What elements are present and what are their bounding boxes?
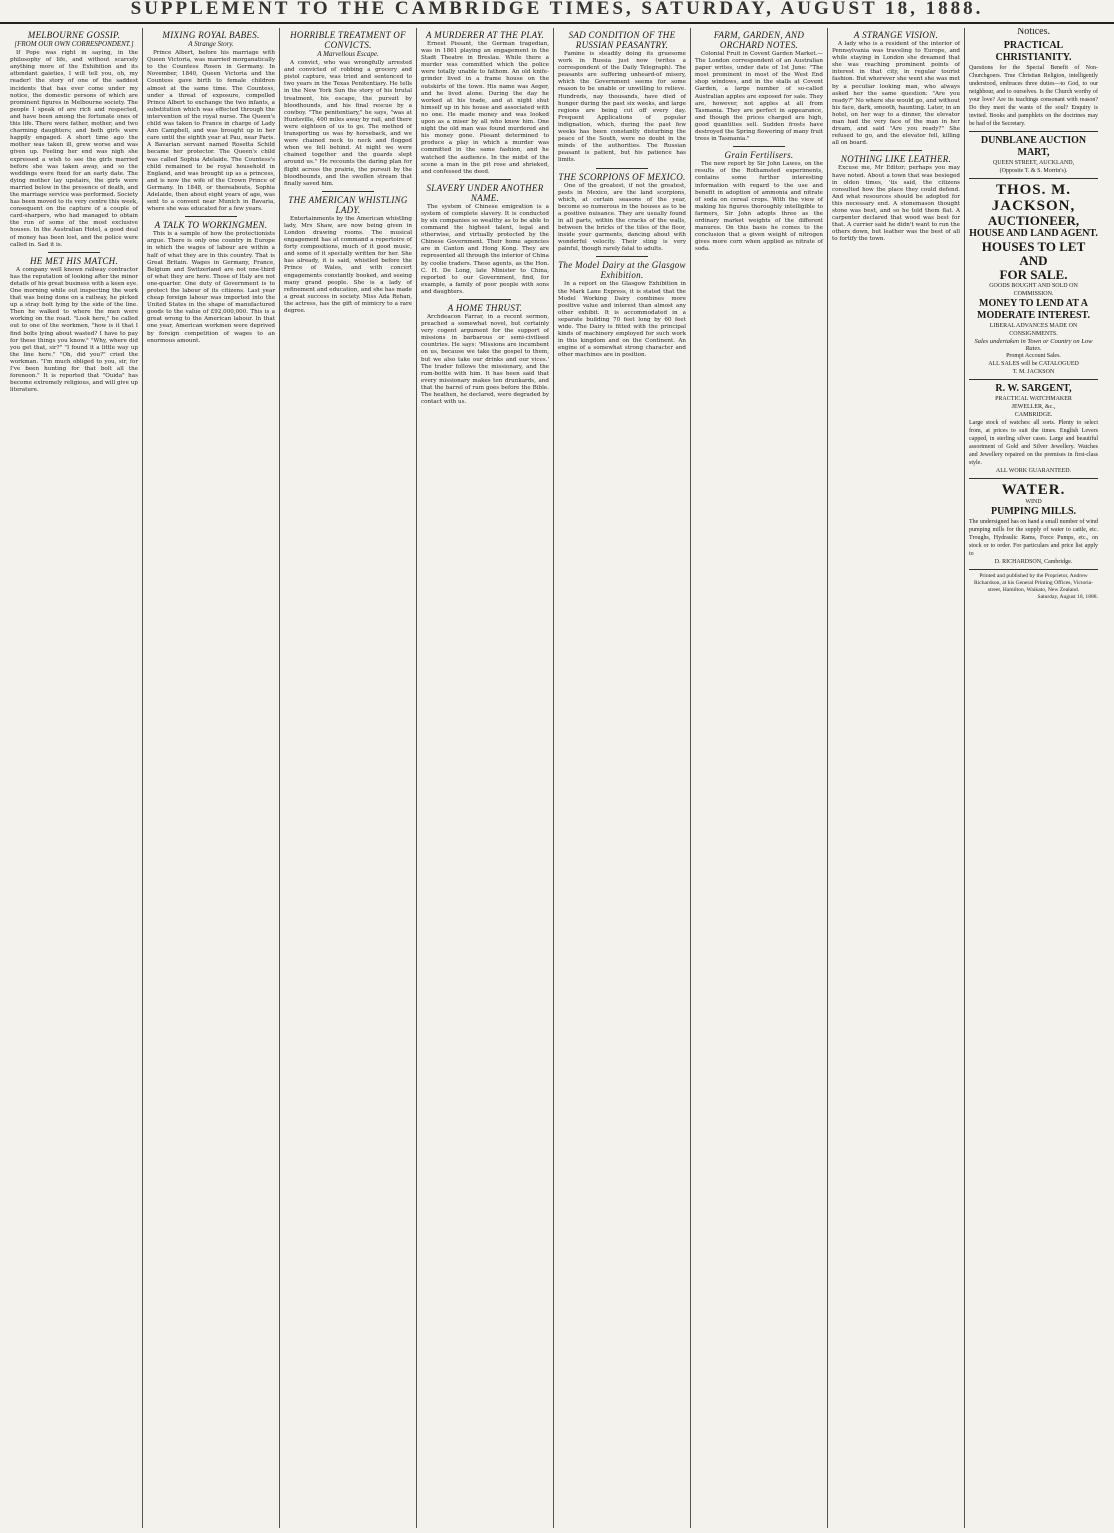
article-body: Entertainments by the American whistling lady, Mrs Shaw, are now being given in London drawing rooms. The musical engagement has at command a repertoire of forty compositions, much of it good music, and some of it specially written for her. She has already, it is said, whistled before the Prince of Wales, and with concert engagements constantly booked, and seeing many grand people. She is a lady of refinement and education, and she has made a great success in society. Miss Ada Rehan, the actress, has the gift of mimicry to a rare degree. [284,215,412,314]
article-heading: Grain Fertilisers. [724,150,794,161]
ad-town: CAMBRIDGE. [1014,412,1053,419]
divider [185,216,236,217]
article-body: In a report on the Glasgow Exhibition in the Mark Lane Express, it is stated that the Model Working Dairy combines more positive value and interest than almost any other exhibit. It is accommodated in a separate building 70 feet long by 60 feet wide. The Dairy is fitted with the principal kinds of machinery employed for such work in this kingdom and on the Continent. An engine of a somewhat strong character and other machines are in position. [558,281,686,359]
ad-jackson [969,179,1098,380]
article-body: Ernest Pissant, the German tragedian, was in 1861 playing an engagement in the Stadt Theatre in Breslau. While there a murder was committed which the police were totally unable to fathom. An old knife-grinder lived in a frame house on the outskirts of the town. His name was Aeger, and he lived alone. During the day he worked at his trade, and at night shut himself up in his house and associated with no one. He made money and was looked upon as a miser by all who knew him. One night the old man was found murdered and his money gone. Pissant determined to produce a play in which a murder was committed in the same fashion, and he watched the audience. In the midst of the scene a man in the pit rose and shrieked, and confessed the deed. [421,41,549,175]
article-body: Famine is steadily doing its gruesome work in Russia just now (writes a correspondent of the Daily Telegraph). The peasants are suffering unheard-of misery, which the Government seems for some reason to be unable or unwilling to relieve. Hundreds, nay thousands, have died of hunger during the past six weeks, and large regions are being cut off every day. Frequent Applications of popular indignation, which, during the past few weeks has been constantly disturbing the peace of the South, were no doubt in the minds of the authorities. The Russian peasant is patient, but his patience has limits. [558,51,686,164]
article-body: The system of Chinese emigration is a system of complete slavery. It is conducted by six companies so wealthy as to be able to command the highest talent, legal and otherwise, and virtually protected by the Chinese Government. Their home agencies are in Canton and Hong Kong. They are represented all through the interior of China by coolie traders. These agents, as the Hon. C. H. De Long, late Minister to China, reported to our Government, find, for example, a family of poor people with sons and daughters. [421,203,549,295]
imprint: Printed and published by the Proprietor, Andrew Richardson, at his General Printing Offices, Victoria-street, Hamilton, Waikato, New Zealand. [973,573,1094,594]
ad-title: DUNBLANE AUCTION MART, [980,135,1087,159]
article-body: A company well known railway contractor has the reputation of looking after the minor details of his great business with a keen eye. One morning while out inspecting the work that was being done on a railway, he picked up a stray bolt lying by the side of the line. Then he walked to where the men were working on the road. "Look here," he called out to one of the workmen, "how is it that I find bolts lying about wasted? I have to pay for these things you know." "Why, where did you get that, sir?" "I found it a little way up the line here." "Oh, did you?" cried the workman. "I'm much obliged to you, sir, for I've been hunting for that bolt all the forenoon." It is reported that "Ouida" has become extremely religious, and will give up literature. [10,266,138,394]
ad-sales: Sales undertaken in Town or Country on Low Rates. [974,338,1093,353]
ad-prompt: Prompt Account Sales. [1006,353,1061,360]
article-heading: THE SCORPIONS OF MEXICO. [558,171,686,182]
article-heading: MIXING ROYAL BABES. [162,30,260,40]
column-2 [143,28,280,1528]
article-body: A convict, who was wrongfully arrested and convicted of robbing a grocery and pistol capture, was tried and sentenced to two years in the Texas Penitentiary. He tells in the New York Sun the story of his brutal treatment, his escape, the pursuit by bloodhounds, and his final rescue by a cowboy. "The penitentiary," he says, "was at Huntsville, 400 miles away by rail, and there were eighteen of us to go. The method of transporting us was by horseback, and we were chained neck to neck and flogged when we fell behind. At night we were chained together and the guards slept around us." He recounts the daring plan for flight across the prairie, the pursuit by the bloodhounds, and the swollen stream that finally saved him. [284,60,412,187]
notice-body: Questions for the Special Benefit of Non-Churchgoers. True Christian Religion, intelligently understood, embraces three duties—to God, to our neighbour, and to ourselves. Is the Church worthy of your love? Are its teachings consonant with reason? Do they meet the wants of the soul? Enquiry is invited. Books and pamphlets on the doctrines may be had of the Secretary. [969,65,1098,128]
ad-body: The undersigned has on hand a small number of wind pumping mills for the supply of water to cattle, etc. Troughs, Hydraulic Rams, Force Pumps, etc., on stock or to order. For particulars and price list apply to [969,519,1098,558]
ad-address-note: (Opposite T. & S. Morrin's). [999,168,1068,175]
ad-pumping-mills [969,479,1098,570]
ad-body: Large stock of watches: all sorts. Plenty to select from, at prices to suit the times. English Levers capped, in sterling silver cases. Large and beautiful assortment of Gold and Silver Jewellery. Watches and Jewellery repaired on the premises in first-class style. [969,420,1098,467]
article-heading: FARM, GARDEN, AND ORCHARD NOTES. [713,30,805,50]
column-3 [280,28,417,1528]
divider [322,191,373,192]
ad-wind: WIND [1025,499,1042,506]
article-body: The new report by Sir John Lawes, on the results of the Rothamsted experiments, contains some further interesting information with regard to the use and benefit in adoption of ammonia and nitrate of soda on cereal crops. With the view of making his figures thoroughly intelligible to farmers, Sir John adopts three as the ordinary market weights of the different manures. On this basis he comes to the conclusion that a given weight of nitrogen gives more corn when applied as nitrate of soda. [695,161,823,253]
ad-subtitle: PRACTICAL WATCHMAKER [995,396,1072,403]
ad-title: THOS. M. JACKSON, [991,182,1076,215]
article-heading: SLAVERY UNDER ANOTHER NAME. [426,182,544,203]
article-body: This is a sample of how the protectionists argue. There is only one country in Europe in which the wages of labour are within a half of what they are in this country. That is Great Britain. Wages in Germany, France, Belgium and Switzerland are not one-third of what they are here. Those of Italy are not one-quarter. One duty of Government is to protect the labour of its citizens. Last year cheap foreign labour was imported into the United States in the shape of manufactured goods to the value of £92,000,000. This is a great wrong to the American labour. In that one year, American workmen were deprived by foreign competition of wages to an enormous amount. [147,231,275,344]
column-7 [828,28,965,1528]
article-subheading: A Marvellous Escape. [317,50,379,58]
notice-practical-christianity [969,37,1098,132]
article-heading: A MURDERER AT THE PLAY. [426,30,544,40]
ad-money: MONEY TO LEND AT A MODERATE INTEREST. [977,298,1090,322]
imprint-date: Saturday, August 18, 1888. [1037,594,1098,601]
column-8 [965,28,1102,1528]
divider [870,150,921,151]
article-body: Archdeacon Farrar, in a recent sermon, preached a somewhat novel, but certainly very cogent argument for the support of missions in barbarous or semi-civilised countries. He says: 'Missions are incumbent on us, because we take the gospel to them, but we also take our drinks and our vices.' The trader follows the missionary, and the rum-bottle with him. It has been said that every missionary makes ten drunkards, and that the barrel of rum goes before the Bible. The heathen, he declared, were degraded by contact with us. [421,314,549,406]
article-heading: MELBOURNE GOSSIP. [27,30,121,40]
ad-subtitle: AUCTIONEER, [987,213,1080,229]
article-heading: THE AMERICAN WHISTLING LADY. [288,194,408,215]
ad-houses-to-let: HOUSES TO LET AND [981,239,1086,269]
ad-goods: GOODS BOUGHT AND SOLD ON COMMISSION. [989,283,1078,298]
masthead: SUPPLEMENT TO THE CAMBRIDGE TIMES, SATURDAY, AUGUST 18, 1888. [0,0,1114,24]
divider [459,179,510,180]
ad-catalogued: ALL SALES will be CATALOGUED [988,361,1079,368]
ad-line: HOUSE AND LAND AGENT. [969,228,1098,240]
article-heading: NOTHING LIKE LEATHER. [840,154,952,165]
ad-signature: T. M. JACKSON [1012,369,1055,376]
article-heading: A HOME THRUST. [447,303,523,313]
ad-sargent [969,380,1098,479]
column-1 [6,28,143,1528]
column-6 [691,28,828,1528]
article-heading: A STRANGE VISION. [853,30,939,40]
column-4 [417,28,554,1528]
article-heading: The Model Dairy at the Glasgow Exhibition. [558,260,686,281]
divider [596,168,647,169]
notices-heading: Notices. [1016,28,1051,37]
ad-for-sale: FOR SALE. [999,267,1068,283]
ad-dunblane-auction-mart [969,132,1098,179]
divider [733,146,784,147]
columns [6,28,1110,1528]
ad-signature: D. RICHARDSON, Cambridge. [994,559,1073,566]
column-5 [554,28,691,1528]
article-body: One of the greatest, if not the greatest, pests in Mexico, are the land scorpions, which, at certain seasons of the year, become so numerous in the houses as to be a positive nuisance. They are usually found in all parts, within the cracks of the walls, between the bricks of the tiles of the floor, inside your garments, dancing about with wonderful velocity. Their sting is very painful, though rarely fatal to adults. [558,182,686,253]
divider [48,252,99,253]
ad-title: R. W. SARGENT, [995,383,1072,395]
ad-pumping: PUMPING MILLS. [991,506,1076,518]
notice-title: PRACTICAL CHRISTIANITY. [995,40,1072,64]
ad-liberal: LIBERAL ADVANCES MADE ON CONSIGNMENTS. [989,323,1078,338]
ad-guarantee: ALL WORK GUARANTEED. [995,468,1072,475]
article-body: Prince Albert, before his marriage with Queen Victoria, was married morganatically to the Countess Rosen in Germany. In November, 1840, Queen Victoria and the Countess gave birth to female children almost at the same time. The Countess, under a threat of exposure, compelled Prince Albert to exchange the two infants, a substitution which was effected through the intervention of the royal nurse. The Queen's child was taken to France in charge of Lady Ann Campbell, and was brought up in her care until the eighth year at Pau, near Paris. A Bavarian servant named Rosetta Schild became her protector. The Queen's child was called Sophia Adelaide. The Countess's child remained to be royal household in England, and was brought up as a princess, and is now the wife of the Crown Prince of Germany. In 1848, or thereabouts, Sophia Adelaide, then about eight years of age, was sent to a convent near Munich in Bavaria, where she was educated for a few years. [147,50,275,213]
ad-subtitle-2: JEWELLER, &c., [1011,404,1056,411]
ad-title: WATER. [1001,482,1066,499]
article-body: Colonial Fruit in Covent Garden Market.—The London correspondent of an Australian paper writes, under date of 1st June: "The most prominent in most of the West End shop windows, and in the stalls at Covent Garden, a large number of so-called Australian apples are exposed for sale. They are, however, not apples at all from Tasmania. They are perfect in appearance, and though the prices charged are high, good quantities sell. Sudden frosts have destroyed the Spring flowering of many fruit trees in Tasmania." [695,51,823,143]
ad-address: QUEEN STREET, AUCKLAND, [992,160,1075,167]
article-heading: A TALK TO WORKINGMEN. [154,220,268,231]
article-heading: SAD CONDITION OF THE RUSSIAN PEASANTRY. [568,30,676,50]
divider [459,299,510,300]
divider [596,256,647,257]
article-subheading: A Strange Story. [188,40,234,48]
article-body: If Pope was right in saying, in the philosophy of life, and without scarcely anything more of the Exhibition and its attendant gaieties, I will tell you, oh, my reader! the story of one of the saddest incidents that has ever come under my notice, the domestic persons of which are prominent figures in Melbourne society. The people I speak of are rich and respected, and have been among the fortunate ones of this life. There were father, mother, and two charming daughters; and both girls were happily engaged. A short time ago the mother was taken ill, grew worse and was given up. Feeling her end was nigh she expressed a wish to see the girls married before she was taken away, and so the weddings were fixed for an early date. The dying mother lay upstairs, the girls were married below in the presence of death, and the marriage service was performed. Society has been moved to its very centre this week, consequent on the capture of a couple of card-sharpers, who had managed to obtain the run of some of the most exclusive houses. In the Australian Hotel, a good deal of money has been lost, and the police were called in. Sad it is. [10,50,138,248]
article-subheading: [FROM OUR OWN CORRESPONDENT.] [14,40,134,48]
article-heading: HORRIBLE TREATMENT OF CONVICTS. [290,30,406,50]
article-body: Excuse me, Mr Editor; perhaps you may have noted. About a town that was besieged in olden times, 'tis said, the citizens consulted how the place they could defend. And what resources should be adopted for this necessary end. A stonemason thought stone was best, and so he told them flat. A carpenter declared that wood was best for that. A currier said he didn't want to run the others down, but leather was the best of all to fortify the town. [832,165,960,243]
article-heading: HE MET HIS MATCH. [29,255,119,266]
article-body: A lady who is a resident of the interior of Pennsylvania was traveling to Europe, and while staying in London she dreamed that she was reaching prominent points of interest in that city, in regular tourist fashion. But wherever she went she was met by a peculiar looking man, who always asked her the same question: "Are you ready?" No where she would go, and without his face, dark, smooth, haunting. Later, in an hotel, on her way to a dinner, the elevator man had the very face of the man in her dream, and said "Are you ready?" She refused to go, and the elevator fell, killing all on board. [832,41,960,147]
